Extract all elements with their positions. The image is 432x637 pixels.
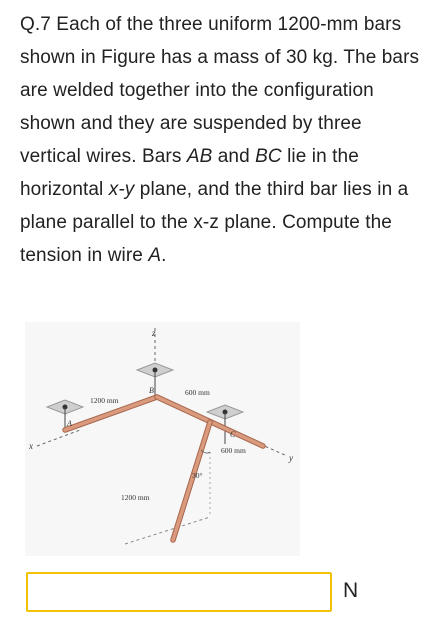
dim-b-top-label: 600 mm [185, 388, 210, 397]
point-a-label: A [67, 419, 72, 428]
point-b-label: B [149, 386, 154, 395]
axis-z-label: z [152, 328, 156, 338]
angle-label: 30° [192, 471, 203, 480]
bars-diagram [25, 322, 300, 556]
answer-input[interactable] [26, 572, 332, 612]
ground-dash-line [125, 517, 210, 544]
x-axis-line [37, 430, 80, 446]
question-text: Q.7 Each of the three uniform 1200-mm bars shown in Figure has a mass of 30 kg. The bars are welded together into the configuration shown and they are suspended by three vertical wires. Bars AB and BC lie in the horizontal x-y plane, and the third bar lies in a plane parallel to the x-z plane. Compute the tension in wire A. [20, 14, 420, 266]
dim-ab-label: 1200 mm [90, 396, 119, 405]
axis-x-label: x [29, 441, 33, 451]
problem-figure [25, 322, 300, 556]
point-c-label: C [230, 430, 236, 439]
axis-y-label: y [289, 453, 293, 463]
unit-label: N [343, 579, 359, 602]
dim-c-label: 600 mm [221, 446, 246, 455]
dim-third-label: 1200 mm [121, 493, 150, 502]
